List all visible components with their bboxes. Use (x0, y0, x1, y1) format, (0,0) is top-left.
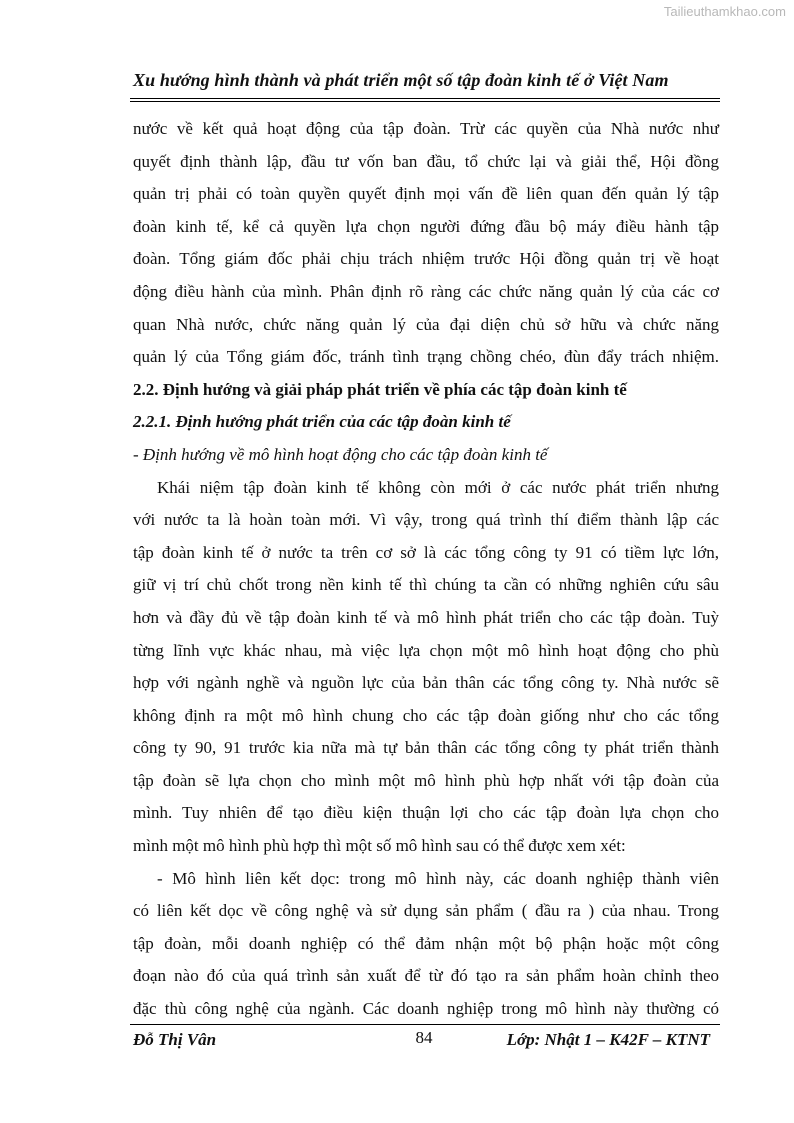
text-line: giữ vị trí chủ chốt trong nền kinh tế thì chúng ta cần có những nghiên cứu sâu (133, 575, 719, 595)
text-line: - Mô hình liên kết dọc: trong mô hình này, các doanh nghiệp thành viên (157, 868, 719, 888)
section-heading-2-2-1: 2.2.1. Định hướng phát triển của các tập đoàn kinh tế (133, 412, 511, 432)
text-line: hợp với ngành nghề và nguồn lực của bản thân các tổng công ty. Nhà nước sẽ (133, 673, 719, 693)
page-content (133, 113, 719, 1026)
text-line: đoàn kinh tế, kể cả quyền lựa chọn người đứng đầu bộ máy điều hành tập (133, 216, 719, 236)
text-line: quyết định thành lập, đầu tư vốn ban đầu, tổ chức lại và giải thể, Hội đồng (133, 151, 719, 171)
text-line: tập đoàn, mỗi doanh nghiệp có thể đảm nhận một bộ phận hoặc một công (133, 933, 719, 953)
text-line: đặc thù công nghệ của ngành. Các doanh nghiệp trong mô hình này thường có (133, 999, 719, 1019)
text-line: mình. Tuy nhiên để tạo điều kiện thuận lợi cho các tập đoàn lựa chọn cho (133, 803, 719, 823)
text-line: tập đoàn sẽ lựa chọn cho mình một mô hình phù hợp nhất với tập đoàn của (133, 770, 719, 790)
footer-class-info: Lớp: Nhật 1 – K42F – KTNT (506, 1030, 710, 1049)
header-divider (130, 98, 720, 102)
text-line: Khái niệm tập đoàn kinh tế không còn mới ở các nước phát triển nhưng (157, 477, 719, 497)
text-line: không định ra một mô hình chung cho các tập đoàn giống như cho các tổng (133, 705, 719, 725)
bullet-orientation: - Định hướng về mô hình hoạt động cho các tập đoàn kinh tế (133, 444, 548, 464)
text-line: nước về kết quả hoạt động của tập đoàn. Trừ các quyền của Nhà nước như (133, 119, 719, 138)
text-line: quan Nhà nước, chức năng quản lý của đại diện chủ sở hữu và chức năng (133, 314, 719, 334)
text-line: công ty 90, 91 trước kia nữa mà tự bản thân các tổng công ty phát triển thành (133, 738, 719, 758)
text-line: từng lĩnh vực khác nhau, mà việc lựa chọn một mô hình hoạt động cho phù (133, 640, 719, 660)
page-header-title: Xu hướng hình thành và phát triển một số tập đoàn kinh tế ở Việt Nam (133, 70, 669, 90)
section-heading-2-2: 2.2. Định hướng và giải pháp phát triển về phía các tập đoàn kinh tế (133, 379, 627, 399)
footer-author: Đỗ Thị Vân (133, 1030, 217, 1049)
text-line: đoàn. Tổng giám đốc phải chịu trách nhiệm trước Hội đồng quản trị về hoạt (133, 249, 719, 269)
paragraph-management (133, 113, 719, 374)
text-line: với nước ta là hoàn toàn mới. Vì vậy, trong quá trình thí điểm thành lập các (133, 510, 719, 530)
text-line: hơn và đầy đủ về tập đoàn kinh tế và mô hình phát triển cho các tập đoàn. Tuỳ (133, 607, 719, 627)
text-line: tập đoàn kinh tế ở nước ta trên cơ sở là các tổng công ty 91 có tiềm lực lớn, (133, 542, 719, 562)
text-line: mình một mô hình phù hợp thì một số mô hình sau có thể được xem xét: (133, 836, 626, 856)
text-line: đoạn nào đó của quá trình sản xuất để từ đó tạo ra sản phẩm hoàn chỉnh theo (133, 966, 719, 986)
text-line: quản trị phải có toàn quyền quyết định mọi vấn đề liên quan đến quản lý tập (133, 184, 719, 204)
paragraph-concept (133, 472, 719, 863)
footer-divider (130, 1024, 720, 1025)
text-line: có liên kết dọc về công nghệ và sử dụng sản phẩm ( đầu ra ) của nhau. Trong (133, 901, 719, 921)
text-line: quản lý của Tổng giám đốc, tránh tình trạng chồng chéo, đùn đẩy trách nhiệm. (133, 347, 719, 367)
watermark-text: Tailieuthamkhao.com (663, 4, 786, 19)
paragraph-vertical-model (133, 863, 719, 1026)
text-line: động điều hành của mình. Phân định rõ ràng các chức năng quản lý của các cơ (133, 281, 719, 301)
page-number: 84 (415, 1028, 433, 1047)
